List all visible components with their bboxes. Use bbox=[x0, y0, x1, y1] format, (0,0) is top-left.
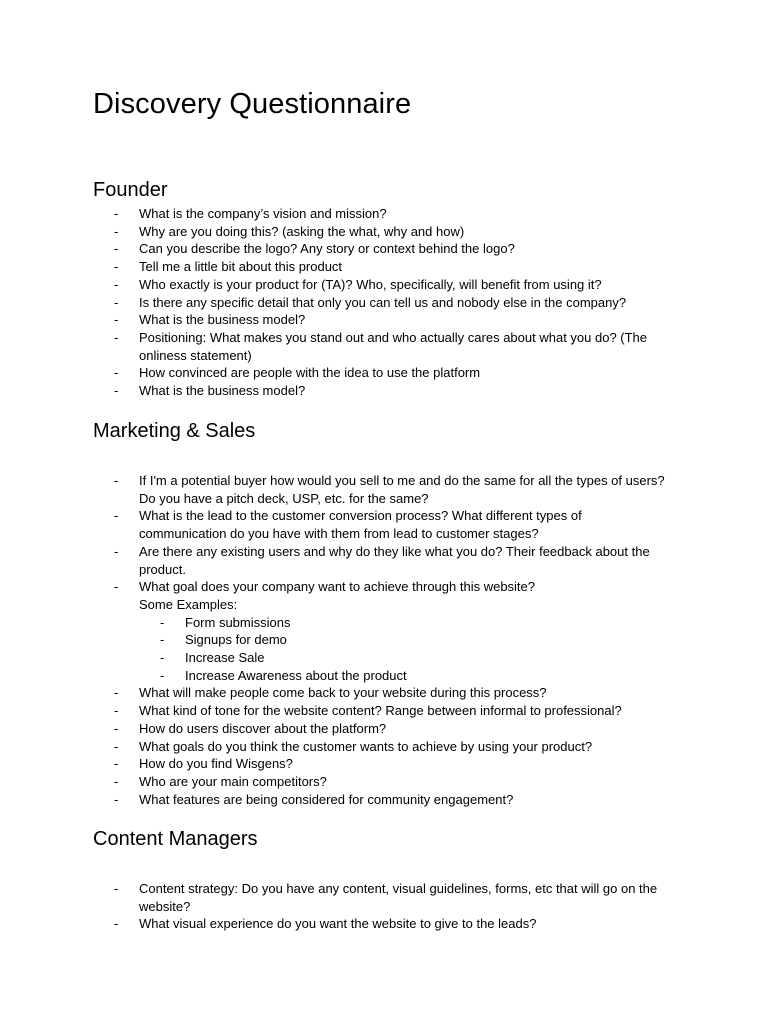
list-item bbox=[93, 205, 683, 223]
section-title-founder: Founder bbox=[93, 179, 168, 201]
list-item bbox=[93, 329, 669, 364]
dash-bullet: - bbox=[114, 738, 119, 754]
example-text: Increase Awareness about the product bbox=[185, 667, 407, 683]
list-item bbox=[93, 791, 683, 809]
list-item bbox=[139, 614, 683, 632]
question-text: Who are your main competitors? bbox=[139, 773, 327, 789]
dash-bullet: - bbox=[114, 223, 119, 239]
dash-bullet: - bbox=[160, 614, 165, 630]
dash-bullet: - bbox=[114, 508, 119, 524]
dash-bullet: - bbox=[114, 773, 119, 789]
question-text: What goals do you think the customer wants to achieve by using your product? bbox=[139, 738, 593, 754]
question-text: How do you find Wisgens? bbox=[139, 756, 293, 772]
list-item bbox=[93, 382, 683, 400]
question-text: Content strategy: Do you have any content, visual guidelines, forms, etc that will go on the website? bbox=[139, 881, 658, 914]
list-item bbox=[93, 578, 683, 684]
dash-bullet: - bbox=[160, 667, 165, 683]
list-item bbox=[93, 294, 683, 312]
example-text: Increase Sale bbox=[185, 650, 265, 666]
list-item bbox=[93, 702, 683, 720]
dash-bullet: - bbox=[114, 329, 119, 345]
dash-bullet: - bbox=[114, 241, 119, 257]
dash-bullet: - bbox=[114, 294, 119, 310]
example-text: Form submissions bbox=[185, 614, 291, 630]
question-text: What features are being considered for community engagement? bbox=[139, 791, 514, 807]
list-item bbox=[139, 649, 683, 667]
dash-bullet: - bbox=[114, 579, 119, 595]
dash-bullet: - bbox=[114, 383, 119, 399]
list-item bbox=[93, 684, 683, 702]
question-text: What kind of tone for the website content? Range between informal to professional? bbox=[139, 703, 622, 719]
dash-bullet: - bbox=[114, 259, 119, 275]
question-text: How do users discover about the platform? bbox=[139, 720, 387, 736]
list-item bbox=[93, 738, 683, 756]
list-item bbox=[93, 773, 683, 791]
question-text: Can you describe the logo? Any story or context behind the logo? bbox=[139, 241, 515, 257]
list-item bbox=[93, 240, 683, 258]
list-item bbox=[93, 507, 639, 542]
question-text: What is the business model? bbox=[139, 312, 306, 328]
question-text: What goal does your company want to achieve through this website? bbox=[139, 579, 536, 595]
dash-bullet: - bbox=[114, 543, 119, 559]
examples-list bbox=[139, 614, 683, 685]
example-text: Signups for demo bbox=[185, 632, 287, 648]
question-text: Are there any existing users and why do they like what you do? Their feedback about the product. bbox=[139, 543, 650, 577]
question-text: What is the company’s vision and mission? bbox=[139, 206, 387, 221]
question-text: What is the business model? bbox=[139, 383, 306, 399]
question-text: What is the lead to the customer conversion process? What different types of communication do you have with them from lead to customer stages? bbox=[139, 508, 582, 542]
question-text: Tell me a little bit about this product bbox=[139, 259, 343, 275]
dash-bullet: - bbox=[114, 916, 119, 932]
list-item bbox=[93, 720, 683, 738]
dash-bullet: - bbox=[160, 650, 165, 666]
list-item bbox=[93, 472, 683, 507]
question-text: Who exactly is your product for (TA)? Who, specifically, will benefit from using it? bbox=[139, 276, 602, 292]
list-item bbox=[93, 364, 683, 382]
section-title-content-managers: Content Managers bbox=[93, 828, 258, 850]
dash-bullet: - bbox=[114, 473, 119, 488]
dash-bullet: - bbox=[114, 756, 119, 772]
dash-bullet: - bbox=[114, 881, 119, 896]
dash-bullet: - bbox=[114, 206, 119, 221]
list-item bbox=[139, 667, 683, 685]
list-item bbox=[93, 311, 683, 329]
question-text: What visual experience do you want the website to give to the leads? bbox=[139, 916, 537, 932]
dash-bullet: - bbox=[114, 312, 119, 328]
question-text: If I'm a potential buyer how would you sell to me and do the same for all the types of users? Do you have a pitch deck, USP, etc. for the same? bbox=[139, 473, 665, 506]
question-text: Why are you doing this? (asking the what, why and how) bbox=[139, 223, 465, 239]
list-item bbox=[93, 915, 683, 933]
document-title: Discovery Questionnaire bbox=[93, 88, 412, 120]
list-item bbox=[93, 276, 683, 294]
dash-bullet: - bbox=[114, 276, 119, 292]
list-item bbox=[93, 880, 683, 915]
question-text: Positioning: What makes you stand out and who actually cares about what you do? (The onliness statement) bbox=[139, 329, 648, 363]
dash-bullet: - bbox=[114, 685, 119, 701]
question-text: How convinced are people with the idea to use the platform bbox=[139, 365, 481, 381]
founder-question-list bbox=[93, 205, 683, 400]
dash-bullet: - bbox=[114, 791, 119, 807]
question-text: Is there any specific detail that only you can tell us and nobody else in the company? bbox=[139, 294, 627, 310]
list-item bbox=[139, 631, 683, 649]
list-item bbox=[93, 755, 683, 773]
section-title-marketing-sales: Marketing & Sales bbox=[93, 420, 256, 442]
marketing-question-list bbox=[93, 472, 683, 808]
dash-bullet: - bbox=[114, 720, 119, 736]
dash-bullet: - bbox=[114, 703, 119, 719]
list-item bbox=[93, 543, 683, 578]
content-question-list bbox=[93, 880, 683, 933]
dash-bullet: - bbox=[114, 365, 119, 381]
list-item bbox=[93, 258, 683, 276]
dash-bullet: - bbox=[160, 632, 165, 648]
list-item bbox=[93, 223, 683, 241]
question-text: What will make people come back to your website during this process? bbox=[139, 685, 547, 701]
examples-label: Some Examples: bbox=[139, 596, 238, 612]
